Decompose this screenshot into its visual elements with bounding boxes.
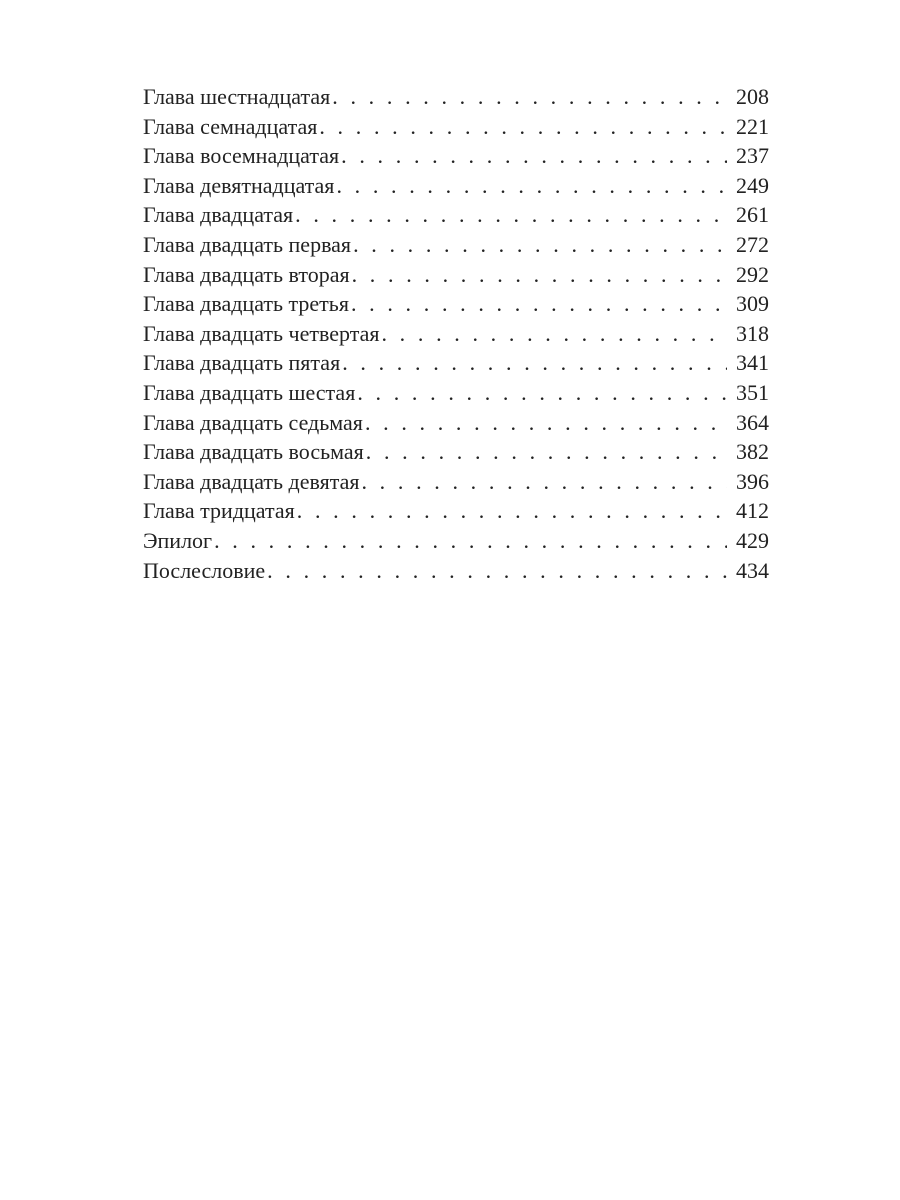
toc-dot-leader (319, 112, 727, 142)
toc-entry-title: Глава двадцать первая (143, 231, 352, 257)
toc-entry-chapter-27[interactable] (143, 408, 769, 438)
toc-entry-title: Глава тридцатая (143, 498, 295, 524)
toc-entry-page-number: 309 (736, 291, 769, 317)
toc-dot-leader (351, 289, 727, 319)
toc-entry-page-number: 261 (736, 202, 769, 228)
toc-entry-page-number: 221 (736, 113, 769, 139)
toc-entry-chapter-29[interactable] (143, 467, 769, 497)
toc-entry-chapter-22[interactable] (143, 260, 769, 290)
toc-entry-page-number: 364 (736, 409, 769, 435)
toc-entry-chapter-18[interactable] (143, 141, 769, 171)
toc-entry-title: Глава шестнадцатая (143, 84, 331, 109)
toc-dot-leader (214, 526, 727, 556)
toc-entry-afterword[interactable] (143, 556, 769, 586)
toc-entry-title: Глава двадцать шестая (143, 379, 356, 405)
table-of-contents (143, 82, 769, 585)
toc-entry-title: Глава двадцатая (143, 202, 294, 228)
toc-entry-title: Глава двадцать восьмая (143, 439, 364, 465)
toc-entry-chapter-24[interactable] (143, 319, 769, 349)
toc-entry-chapter-23[interactable] (143, 289, 769, 319)
toc-dot-leader (267, 556, 727, 586)
toc-dot-leader (352, 260, 727, 290)
toc-entry-epilogue[interactable] (143, 526, 769, 556)
toc-entry-title: Глава двадцать четвертая (143, 320, 380, 346)
toc-entry-title: Эпилог (143, 527, 213, 553)
toc-entry-title: Глава девятнадцатая (143, 172, 335, 198)
toc-dot-leader (341, 141, 727, 171)
toc-entry-chapter-16[interactable] (143, 82, 769, 112)
toc-entry-title: Глава двадцать девятая (143, 468, 360, 494)
toc-dot-leader (336, 171, 727, 201)
toc-entry-title: Глава двадцать пятая (143, 350, 341, 376)
toc-entry-title: Глава восемнадцатая (143, 143, 340, 169)
toc-entry-page-number: 249 (736, 172, 769, 198)
toc-dot-leader (365, 408, 727, 438)
toc-entry-chapter-26[interactable] (143, 378, 769, 408)
toc-entry-chapter-21[interactable] (143, 230, 769, 260)
toc-dot-leader (297, 496, 727, 526)
toc-dot-leader (361, 467, 727, 497)
toc-entry-page-number: 382 (736, 439, 769, 465)
toc-entry-page-number: 434 (736, 557, 769, 583)
toc-entry-chapter-25[interactable] (143, 348, 769, 378)
toc-entry-chapter-30[interactable] (143, 496, 769, 526)
toc-dot-leader (353, 230, 727, 260)
toc-dot-leader (342, 348, 727, 378)
toc-entry-page-number: 429 (736, 527, 769, 553)
toc-entry-title: Глава двадцать вторая (143, 261, 350, 287)
toc-entry-title: Глава двадцать седьмая (143, 409, 363, 435)
toc-dot-leader (332, 82, 727, 112)
toc-entry-title: Глава семнадцатая (143, 113, 318, 139)
toc-entry-chapter-20[interactable] (143, 200, 769, 230)
toc-entry-page-number: 208 (736, 84, 769, 109)
toc-entry-page-number: 272 (736, 231, 769, 257)
toc-entry-chapter-19[interactable] (143, 171, 769, 201)
toc-dot-leader (381, 319, 727, 349)
toc-entry-page-number: 237 (736, 143, 769, 169)
toc-entry-page-number: 351 (736, 379, 769, 405)
toc-entry-page-number: 341 (736, 350, 769, 376)
toc-entry-page-number: 396 (736, 468, 769, 494)
toc-dot-leader (366, 437, 727, 467)
toc-dot-leader (295, 200, 727, 230)
toc-entry-chapter-17[interactable] (143, 112, 769, 142)
toc-entry-page-number: 318 (736, 320, 769, 346)
toc-entry-chapter-28[interactable] (143, 437, 769, 467)
toc-entry-page-number: 412 (736, 498, 769, 524)
toc-dot-leader (357, 378, 727, 408)
toc-entry-title: Глава двадцать третья (143, 291, 349, 317)
toc-entry-title: Послесловие (143, 557, 266, 583)
toc-entry-page-number: 292 (736, 261, 769, 287)
